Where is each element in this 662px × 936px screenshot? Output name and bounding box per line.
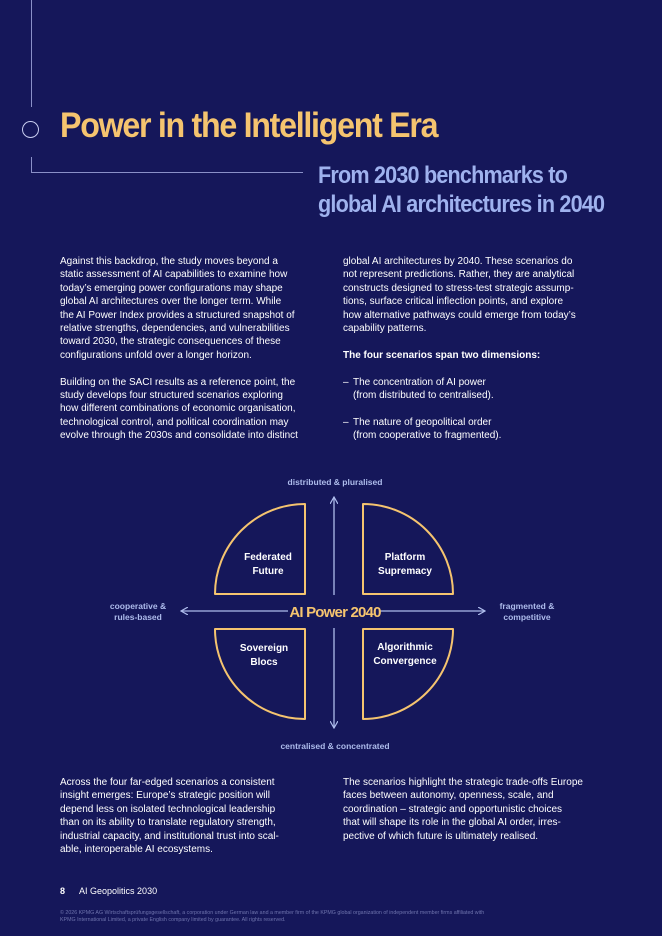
text-line: global AI architectures by 2040. These scenarios do (343, 256, 573, 267)
text-line: tions, surface critical inflection points, and explore (343, 296, 564, 308)
axis-label-right-2: competitive (503, 612, 551, 622)
text-line: global AI architectures over the longer term. While (60, 296, 282, 308)
conclusion-right-column (343, 776, 605, 843)
quadrant-top-left-label-1: Federated (244, 552, 292, 563)
text-line: (from cooperative to fragmented). (353, 430, 502, 442)
dash-bullet: – (343, 416, 349, 428)
dimension-item (343, 416, 605, 443)
scenario-diagram (60, 470, 610, 760)
decorative-underline (31, 172, 303, 173)
subtitle-line: global AI architectures in 2040 (318, 191, 605, 218)
quadrant-top-right-label-1: Platform (384, 552, 426, 563)
subtitle-line: From 2030 benchmarks to (318, 162, 568, 189)
publication-name: AI Geopolitics 2030 (79, 886, 158, 896)
text-line: coordination – strategic and opportunistic choices (343, 803, 563, 815)
axis-label-right-1: fragmented & (499, 601, 555, 611)
text-line: The scenarios highlight the strategic trade-offs Europe (343, 777, 583, 788)
text-line: configurations unfold over a longer horizon. (60, 349, 252, 361)
scenario-diagram-svg (60, 470, 610, 760)
text-line: the AI Power Index provides a structured snapshot of (60, 309, 295, 321)
quadrant-top-left-shape (215, 504, 305, 594)
legal-notice (60, 910, 600, 923)
intro-paragraph-3 (343, 255, 605, 335)
text-line: Building on the SACI results as a reference point, the (60, 376, 296, 388)
quadrant-bottom-right-label-1: Algorithmic (377, 642, 433, 653)
text-line: able, interoperable AI ecosystems. (60, 844, 213, 856)
conclusion-paragraph-1 (60, 776, 322, 856)
conclusion-left-column (60, 776, 322, 856)
text-line: than on its ability to translate regulatory strength, (60, 817, 276, 829)
quadrant-top-right-shape (363, 504, 453, 594)
page-footer (60, 886, 157, 896)
text-line: how different combinations of economic organisation, (60, 403, 296, 415)
text-line: relative strengths, dependencies, and vulnerabilities (60, 323, 290, 335)
quadrant-bottom-left-label-1: Sovereign (239, 643, 289, 654)
intro-paragraph-1 (60, 255, 322, 362)
conclusion-paragraph-2 (343, 776, 605, 843)
page-title: Power in the Intelligent Era (60, 106, 438, 145)
text-line: depend less on isolated technological leadership (60, 803, 276, 815)
decorative-line (31, 157, 32, 173)
text-line: The concentration of AI power (353, 376, 486, 388)
text-line: Against this backdrop, the study moves beyond a (60, 256, 278, 267)
quadrant-bottom-left-label-2: Blocs (250, 657, 278, 668)
intro-right-column (343, 255, 605, 443)
quadrant-top-right-label-2: Supremacy (378, 566, 432, 577)
text-line: The nature of geopolitical order (353, 416, 492, 428)
text-line: (from distributed to centralised). (353, 390, 494, 402)
text-line: constructs designed to stress-test strategic assump- (343, 282, 574, 294)
axis-label-bottom: centralised & concentrated (280, 741, 390, 751)
text-line: today’s emerging power configurations may shape (60, 282, 283, 294)
text-line: toward 2030, the strategic consequences of these (60, 336, 281, 348)
axis-label-left-2: rules-based (114, 612, 162, 622)
quadrant-top-left-label-2: Future (252, 566, 284, 577)
intro-paragraph-2 (60, 376, 322, 443)
axis-label-left-1: cooperative & (109, 601, 167, 611)
legal-line: KPMG International Limited, a private English company limited by guarantee. All rights reserved. (60, 916, 286, 923)
text-line: insight emerges: Europe’s strategic position will (60, 790, 270, 802)
dimension-item (343, 376, 605, 403)
text-line: that will shape its role in the global AI order, irres- (343, 817, 561, 829)
dimensions-heading: The four scenarios span two dimensions: (343, 349, 541, 361)
page-subtitle (318, 161, 606, 219)
text-line: static assessment of AI capabilities to examine how (60, 269, 288, 281)
text-line: study develops four structured scenarios exploring (60, 390, 283, 402)
quadrant-bottom-right-label-2: Convergence (373, 656, 437, 667)
dash-bullet: – (343, 376, 349, 388)
axis-label-top: distributed & pluralised (287, 477, 383, 487)
text-line: evolve through the 2030s and consolidate into distinct (60, 430, 298, 442)
text-line: faces between autonomy, openness, scale, and (343, 790, 554, 802)
text-line: Across the four far-edged scenarios a consistent (60, 777, 275, 788)
diagram-center-label: AI Power 2040 (289, 604, 381, 621)
legal-line: © 2026 KPMG AG Wirtschaftsprüfungsgesellschaft, a corporation under German law and a member firm of the KPMG global organization of independent member firms affiliated with (60, 910, 485, 916)
text-line: how alternative pathways could emerge from today’s (343, 309, 576, 321)
text-line: capability patterns. (343, 323, 427, 335)
text-line: technological control, and political coordination may (60, 416, 289, 428)
text-line: pective of which future is ultimately realised. (343, 830, 539, 842)
decorative-line (31, 0, 32, 107)
intro-left-column (60, 255, 322, 443)
decorative-circle-icon (22, 121, 39, 138)
page-number: 8 (60, 886, 66, 896)
text-line: industrial capacity, and institutional trust into scal- (60, 830, 279, 842)
text-line: not represent predictions. Rather, they are analytical (343, 269, 575, 281)
